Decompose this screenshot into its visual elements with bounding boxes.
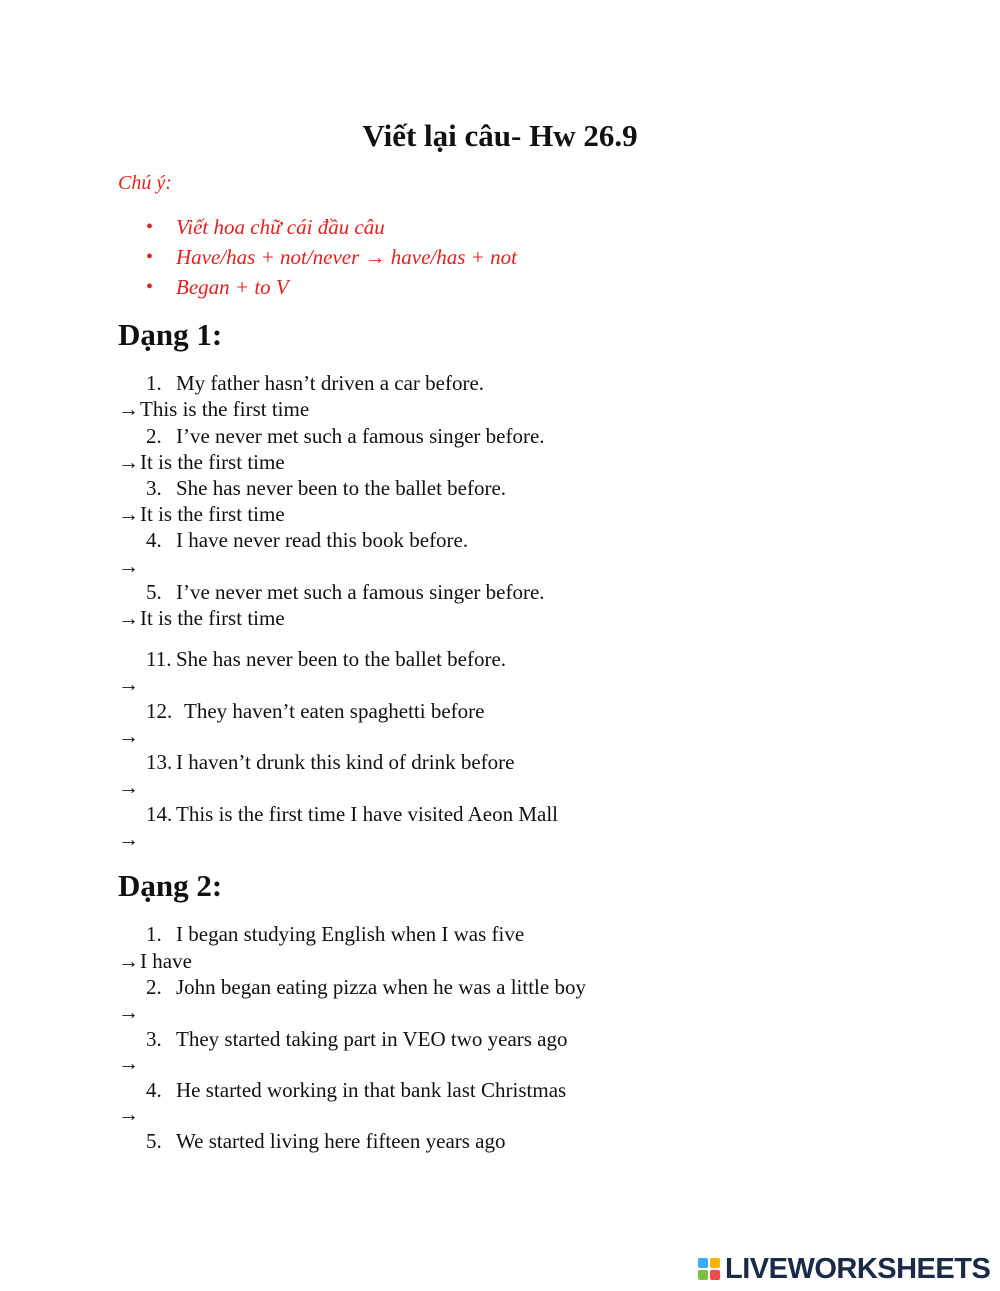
logo-square bbox=[710, 1258, 720, 1268]
logo-square bbox=[710, 1270, 720, 1280]
answer-line[interactable] bbox=[118, 775, 140, 800]
answer-line[interactable] bbox=[118, 672, 140, 697]
note-bullet: Began + to V bbox=[176, 275, 289, 299]
question-text: John began eating pizza when he was a little boy bbox=[176, 975, 586, 999]
arrow-icon: → bbox=[118, 397, 139, 421]
question-text: She has never been to the ballet before. bbox=[176, 647, 507, 671]
section-heading-1: Dạng 1: bbox=[118, 317, 223, 352]
item-number: 4. bbox=[146, 528, 162, 552]
answer-line[interactable] bbox=[118, 724, 140, 749]
bullet-icon: • bbox=[146, 276, 154, 298]
arrow-icon: → bbox=[118, 1000, 139, 1024]
item-number: 13. bbox=[146, 750, 173, 774]
question-text: He started working in that bank last Christmas bbox=[176, 1078, 567, 1102]
arrow-icon: → bbox=[118, 672, 139, 696]
arrow-icon: → bbox=[118, 502, 139, 526]
question-text: I’ve never met such a famous singer before. bbox=[176, 424, 545, 448]
arrow-icon: → bbox=[118, 1051, 139, 1075]
arrow-icon: → bbox=[118, 1102, 139, 1126]
logo-square bbox=[698, 1258, 708, 1268]
note-label: Chú ý: bbox=[118, 172, 172, 194]
question-text: They haven’t eaten spaghetti before bbox=[184, 699, 485, 723]
answer-line[interactable] bbox=[118, 1102, 140, 1127]
answer-line[interactable] bbox=[118, 502, 285, 527]
question-text: They started taking part in VEO two years ago bbox=[176, 1027, 568, 1051]
section-heading-2: Dạng 2: bbox=[118, 868, 223, 903]
answer-line[interactable] bbox=[118, 827, 140, 852]
item-number: 12. bbox=[146, 699, 173, 723]
item-number: 2. bbox=[146, 975, 162, 999]
question-text: This is the first time I have visited Aeon Mall bbox=[176, 802, 559, 826]
item-number: 4. bbox=[146, 1078, 162, 1102]
arrow-icon: → bbox=[118, 554, 139, 578]
question-text: I have never read this book before. bbox=[176, 528, 469, 552]
liveworksheets-logo bbox=[698, 1254, 990, 1284]
answer-line[interactable] bbox=[118, 397, 309, 422]
arrow-icon: → bbox=[118, 949, 139, 973]
item-number: 5. bbox=[146, 580, 162, 604]
arrow-icon: → bbox=[118, 775, 139, 799]
answer-text: It is the first time bbox=[140, 450, 285, 474]
answer-line[interactable] bbox=[118, 554, 140, 579]
item-number: 3. bbox=[146, 476, 162, 500]
answer-line[interactable] bbox=[118, 450, 285, 475]
answer-text: I have bbox=[140, 949, 192, 973]
arrow-icon: → bbox=[118, 450, 139, 474]
arrow-icon: → bbox=[118, 606, 139, 630]
question-text: She has never been to the ballet before. bbox=[176, 476, 507, 500]
bullet-icon: • bbox=[146, 246, 154, 268]
question-text: I’ve never met such a famous singer before. bbox=[176, 580, 545, 604]
question-text: I began studying English when I was five bbox=[176, 922, 525, 946]
item-number: 3. bbox=[146, 1027, 162, 1051]
note-bullet: Viết hoa chữ cái đầu câu bbox=[176, 215, 385, 239]
answer-line[interactable] bbox=[118, 606, 285, 631]
arrow-icon: → bbox=[118, 827, 139, 851]
bullet-icon: • bbox=[146, 216, 154, 238]
answer-text: It is the first time bbox=[140, 606, 285, 630]
answer-line[interactable] bbox=[118, 949, 192, 974]
answer-text: This is the first time bbox=[140, 397, 310, 421]
note-bullet: Have/has + not/never → have/has + not bbox=[176, 245, 517, 269]
question-text: We started living here fifteen years ago bbox=[176, 1129, 506, 1153]
answer-line[interactable] bbox=[118, 1051, 140, 1076]
item-number: 1. bbox=[146, 371, 162, 395]
answer-line[interactable] bbox=[118, 1000, 140, 1025]
logo-square bbox=[698, 1270, 708, 1280]
logo-text: LIVEWORKSHEETS bbox=[725, 1252, 991, 1285]
item-number: 11. bbox=[146, 647, 172, 671]
item-number: 5. bbox=[146, 1129, 162, 1153]
item-number: 1. bbox=[146, 922, 162, 946]
item-number: 2. bbox=[146, 424, 162, 448]
page-title: Viết lại câu- Hw 26.9 bbox=[362, 118, 638, 153]
question-text: I haven’t drunk this kind of drink before bbox=[176, 750, 515, 774]
arrow-icon: → bbox=[118, 724, 139, 748]
logo-icon bbox=[698, 1258, 720, 1280]
item-number: 14. bbox=[146, 802, 173, 826]
answer-text: It is the first time bbox=[140, 502, 285, 526]
question-text: My father hasn’t driven a car before. bbox=[176, 371, 485, 395]
